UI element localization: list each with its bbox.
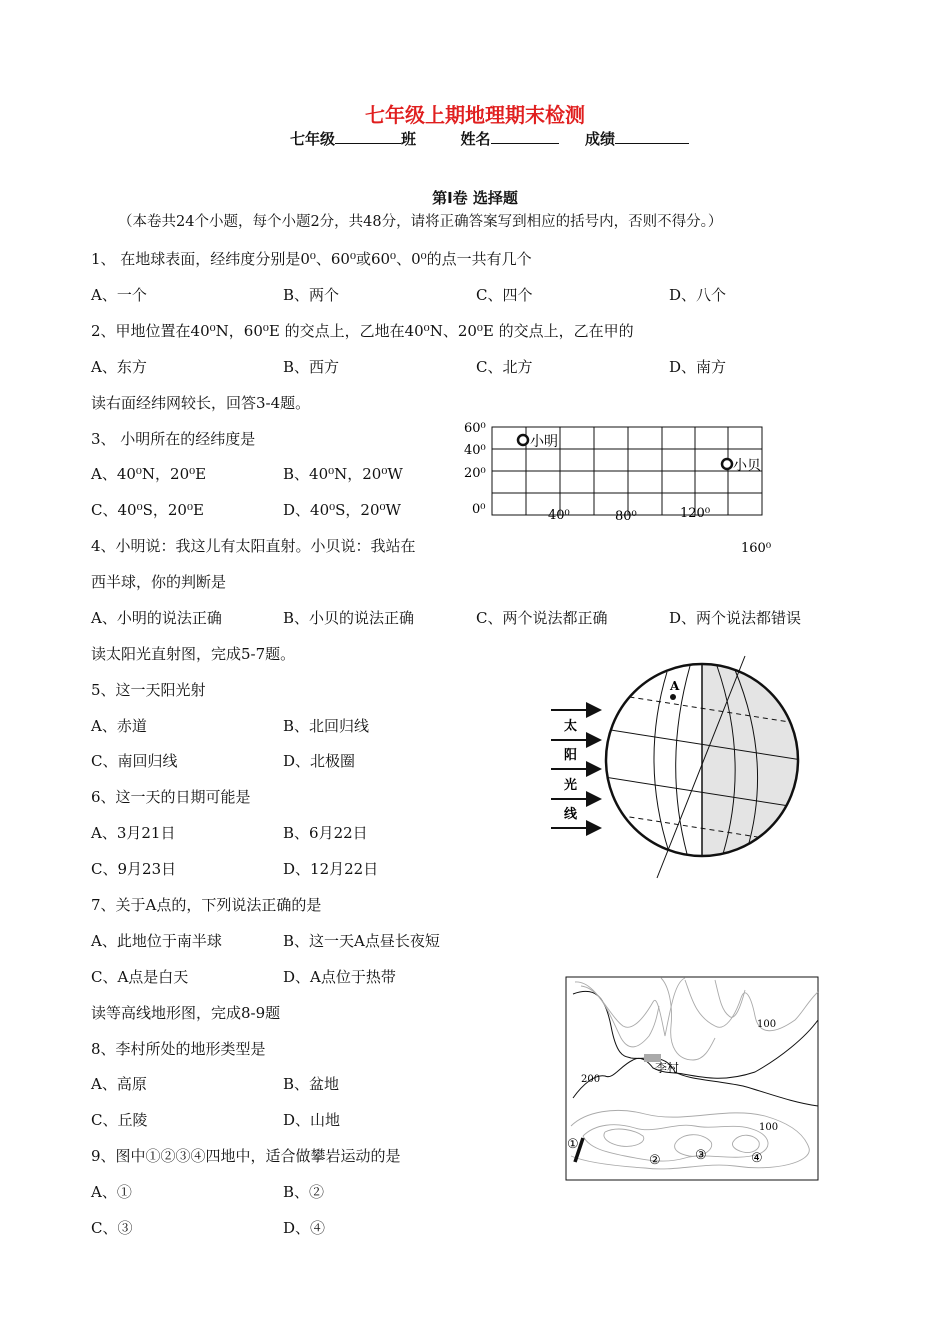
q3-option-b[interactable]: B、40⁰N，20⁰W	[283, 465, 403, 483]
q2-text: 2、甲地位置在40⁰N，60⁰E 的交点上，乙地在40⁰N、20⁰E 的交点上，乙在甲的	[91, 322, 634, 340]
q5-option-a[interactable]: A、赤道	[91, 717, 147, 735]
q6-option-a[interactable]: A、3月21日	[91, 824, 176, 842]
lon-label-160: 160⁰	[741, 541, 772, 556]
q9-text: 9、图中①②③④四地中，适合做攀岩运动的是	[91, 1147, 401, 1165]
q8-option-a[interactable]: A、高原	[91, 1075, 147, 1093]
point-xiaobei-marker	[722, 459, 732, 469]
q8-option-d[interactable]: D、山地	[283, 1111, 341, 1129]
q6-text: 6、这一天的日期可能是	[91, 788, 251, 806]
lat-label-0: 0⁰	[472, 502, 486, 517]
page-title: 七年级上期地理期末检测	[365, 103, 585, 127]
lat-label-40: 40⁰	[464, 443, 486, 458]
q3-option-d[interactable]: D、40⁰S，20⁰W	[283, 501, 401, 519]
q7-option-a[interactable]: A、此地位于南半球	[91, 932, 222, 950]
q1-option-b[interactable]: B、两个	[283, 286, 340, 304]
q4-option-b[interactable]: B、小贝的说法正确	[283, 609, 415, 627]
contour-label-200: 200	[581, 1074, 601, 1085]
sun-char-3: 光	[564, 778, 578, 793]
intro-5-7: 读太阳光直射图，完成5-7题。	[91, 645, 296, 663]
q5-option-d[interactable]: D、北极圈	[283, 752, 356, 770]
name-blank[interactable]	[491, 129, 559, 144]
lat-label-20: 20⁰	[464, 466, 486, 481]
name-label: 姓名	[460, 130, 491, 148]
q4-option-c[interactable]: C、两个说法都正确	[476, 609, 608, 627]
q8-option-b[interactable]: B、盆地	[283, 1075, 340, 1093]
q6-option-b[interactable]: B、6月22日	[283, 824, 368, 842]
q7-option-d[interactable]: D、A点位于热带	[283, 968, 396, 986]
q7-option-b[interactable]: B、这一天A点昼长夜短	[283, 932, 440, 950]
lat-label-60: 60⁰	[464, 421, 486, 436]
lat-lon-grid-figure	[455, 415, 795, 565]
contour-map-frame	[566, 977, 818, 1180]
q5-option-c[interactable]: C、南回归线	[91, 752, 178, 770]
intro-3-4: 读右面经纬网较长，回答3-4题。	[91, 394, 311, 412]
section-heading: 第Ⅰ卷 选择题	[432, 189, 518, 207]
point-a-label: A	[670, 679, 680, 693]
grade-label: 七年级	[290, 130, 336, 148]
li-village-label: 李村	[655, 1061, 680, 1075]
sun-char-2: 阳	[564, 748, 578, 763]
student-info-line	[290, 129, 689, 149]
class-blank[interactable]	[335, 129, 401, 144]
q9-option-c[interactable]: C、③	[91, 1219, 133, 1237]
q1-text: 1、 在地球表面，经纬度分别是0⁰、60⁰或60⁰、0⁰的点一共有几个	[91, 250, 532, 268]
lon-label-120: 120⁰	[680, 506, 711, 521]
q9-option-b[interactable]: B、②	[283, 1183, 325, 1201]
q3-option-a[interactable]: A、40⁰N，20⁰E	[91, 465, 207, 483]
q9-option-d[interactable]: D、④	[283, 1219, 326, 1237]
q8-option-c[interactable]: C、丘陵	[91, 1111, 148, 1129]
lon-label-80: 80⁰	[615, 509, 637, 524]
sunlight-globe-figure	[545, 652, 810, 884]
q5-option-b[interactable]: B、北回归线	[283, 717, 370, 735]
contour-map-figure	[565, 976, 820, 1184]
q4-option-a[interactable]: A、小明的说法正确	[91, 609, 222, 627]
sun-char-1: 太	[564, 719, 578, 734]
marker-2: ②	[649, 1153, 661, 1168]
intro-8-9: 读等高线地形图，完成8-9题	[91, 1004, 281, 1022]
q1-option-d[interactable]: D、八个	[669, 286, 727, 304]
q1-option-a[interactable]: A、一个	[91, 286, 147, 304]
q6-option-d[interactable]: D、12月22日	[283, 860, 379, 878]
q6-option-c[interactable]: C、9月23日	[91, 860, 177, 878]
q4-text-line2: 西半球，你的判断是	[91, 573, 227, 591]
globe-body	[585, 652, 810, 884]
score-label: 成绩	[584, 130, 615, 148]
sun-char-4: 线	[564, 807, 578, 822]
point-a-marker	[670, 694, 676, 700]
q5-text: 5、这一天阳光射	[91, 681, 206, 699]
q7-text: 7、关于A点的，下列说法正确的是	[91, 896, 322, 914]
contour-label-100-top: 100	[757, 1019, 777, 1030]
q2-option-b[interactable]: B、西方	[283, 358, 340, 376]
q2-option-a[interactable]: A、东方	[91, 358, 147, 376]
q3-text: 3、 小明所在的经纬度是	[91, 430, 256, 448]
q3-option-c[interactable]: C、40⁰S，20⁰E	[91, 501, 204, 519]
q9-option-a[interactable]: A、①	[91, 1183, 132, 1201]
marker-1: ①	[567, 1137, 579, 1152]
q7-option-c[interactable]: C、A点是白天	[91, 968, 189, 986]
contour-label-100-bottom: 100	[759, 1122, 779, 1133]
score-blank[interactable]	[615, 129, 689, 144]
q1-option-c[interactable]: C、四个	[476, 286, 533, 304]
q4-option-d[interactable]: D、两个说法都错误	[669, 609, 802, 627]
class-label: 班	[401, 130, 417, 148]
lon-label-40: 40⁰	[548, 508, 570, 523]
q4-text-line1: 4、小明说：我这儿有太阳直射。小贝说：我站在	[91, 537, 416, 555]
section-instructions: （本卷共24个小题，每个小题2分，共48分，请将正确答案写到相应的括号内，否则不得分。）	[118, 214, 723, 230]
point-xiaoming-label: 小明	[530, 434, 558, 450]
q2-option-c[interactable]: C、北方	[476, 358, 533, 376]
point-xiaobei-label: 小贝	[733, 458, 761, 474]
q8-text: 8、李村所处的地形类型是	[91, 1040, 266, 1058]
point-xiaoming-marker	[518, 435, 528, 445]
marker-3: ③	[695, 1148, 707, 1163]
marker-4: ④	[751, 1151, 763, 1166]
q2-option-d[interactable]: D、南方	[669, 358, 727, 376]
